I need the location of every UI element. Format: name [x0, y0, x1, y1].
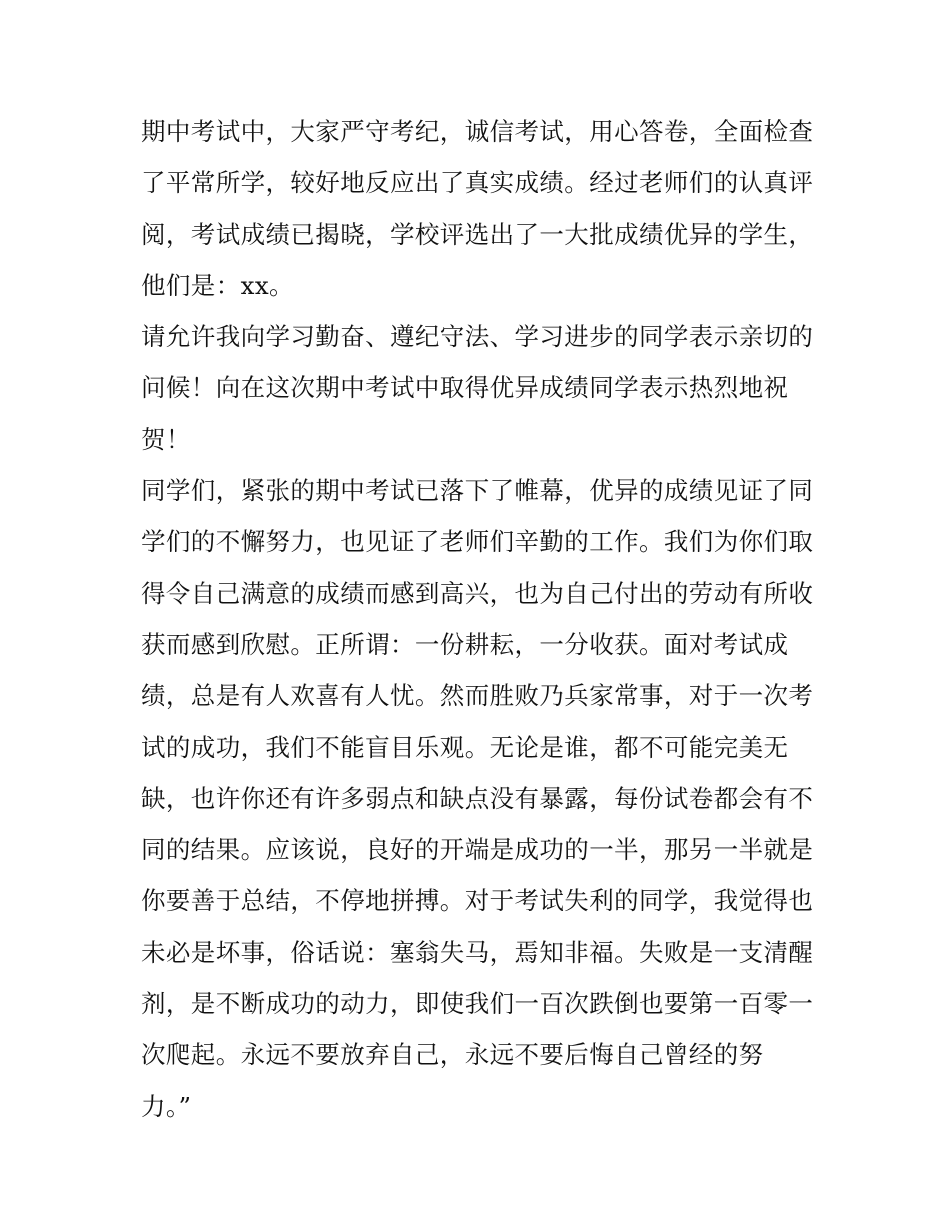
text-line-20: 力。” — [141, 1091, 192, 1121]
text-line-13: 试的成功，我们不能盲目乐观。无论是谁，都不可能完美无 — [141, 732, 789, 762]
text-line-11: 获而感到欣慰。正所谓：一份耕耘，一分收获。面对考试成 — [141, 629, 789, 659]
text-line-15: 同的结果。应该说，良好的开端是成功的一半，那另一半就是 — [141, 835, 814, 865]
text-line-4: 他们是：xx。 — [141, 270, 294, 300]
text-line-7: 贺！ — [141, 424, 191, 454]
text-line-6: 问候！向在这次期中考试中取得优异成绩同学表示热烈地祝 — [141, 373, 789, 403]
text-line-19: 次爬起。永远不要放弃自己，永远不要后悔自己曾经的努 — [141, 1040, 764, 1070]
text-line-18: 剂，是不断成功的动力，即使我们一百次跌倒也要第一百零一 — [141, 989, 814, 1019]
text-line-17: 未必是坏事，俗话说：塞翁失马，焉知非福。失败是一支清醒 — [141, 937, 814, 967]
document-body — [141, 106, 821, 1132]
text-line-2: 了平常所学，较好地反应出了真实成绩。经过老师们的认真评 — [141, 168, 814, 198]
text-line-1: 期中考试中，大家严守考纪，诚信考试，用心答卷，全面检查 — [141, 117, 814, 146]
text-line-9: 学们的不懈努力，也见证了老师们辛勤的工作。我们为你们取 — [141, 527, 814, 557]
text-line-5: 请允许我向学习勤奋、遵纪守法、学习进步的同学表示亲切的 — [141, 322, 814, 352]
text-line-8: 同学们，紧张的期中考试已落下了帷幕，优异的成绩见证了同 — [141, 476, 814, 506]
text-line-10: 得令自己满意的成绩而感到高兴，也为自己付出的劳动有所收 — [141, 578, 814, 608]
text-line-12: 绩，总是有人欢喜有人忧。然而胜败乃兵家常事，对于一次考 — [141, 681, 814, 711]
text-line-16: 你要善于总结，不停地拼搏。对于考试失利的同学，我觉得也 — [141, 886, 814, 916]
text-line-14: 缺，也许你还有许多弱点和缺点没有暴露，每份试卷都会有不 — [141, 783, 814, 813]
text-line-3: 阅，考试成绩已揭晓，学校评选出了一大批成绩优异的学生， — [141, 219, 814, 249]
